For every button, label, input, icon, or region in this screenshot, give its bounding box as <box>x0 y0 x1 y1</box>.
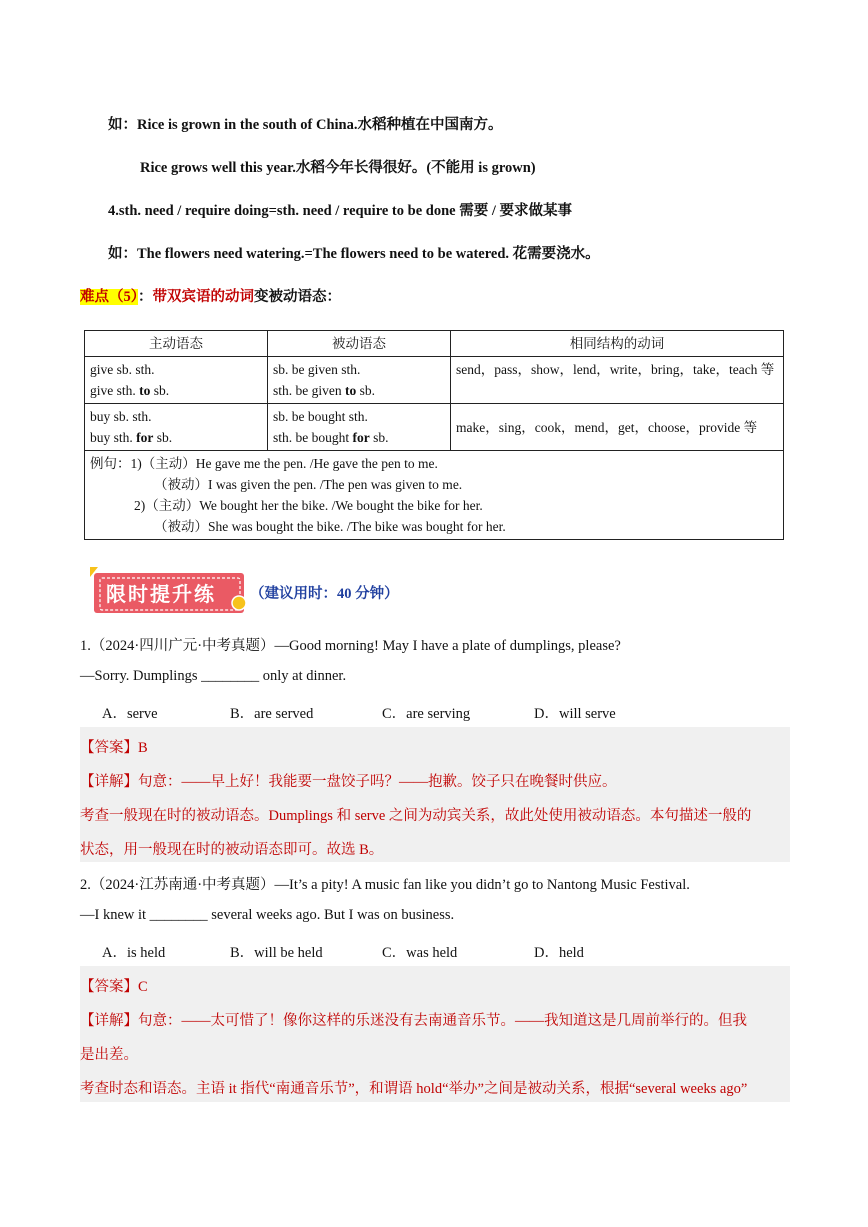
q2-option-b: B．will be held <box>230 945 323 961</box>
example-1-passive: （被动）I was given the pen. /The pen was given to me. <box>154 477 463 492</box>
example-2-active: 2)（主动）We bought her the bike. /We bought the bike for her. <box>134 498 483 513</box>
passive-form-2: sth. be bought for sb. <box>273 430 389 445</box>
active-form-2: buy sth. for sb. <box>90 430 173 445</box>
passive-form-1: sb. be bought sth. <box>273 409 368 424</box>
example-rice-grows: Rice grows well this year.水稻今年长得很好。(不能用 is grown) <box>140 160 536 176</box>
active-form-2: give sth. to sb. <box>90 383 170 398</box>
verbs-cell: make，sing，cook，mend，get，choose，provide 等 <box>451 404 784 451</box>
q2-detail-line2: 是出差。 <box>80 1047 138 1063</box>
q1-analysis-line1: 考查一般现在时的被动语态。Dumplings 和 serve 之间为动宾关系，故此处使用被动语态。本句描述一般的 <box>80 808 752 824</box>
difficulty-label: 难点（5） <box>80 289 138 305</box>
q1-option-c: C．are serving <box>382 706 471 722</box>
example-2-passive: （被动）She was bought the bike. /The bike was bought for her. <box>154 519 506 534</box>
difficulty-colon: ： <box>138 289 153 305</box>
passive-cell <box>268 404 451 451</box>
q1-option-d: D．will serve <box>534 706 616 722</box>
passive-form-1: sb. be given sth. <box>273 362 361 377</box>
active-cell <box>85 404 268 451</box>
q1-stem-line1: 1.（2024·四川广元·中考真题）—Good morning! May I have a plate of dumplings, please? <box>80 638 621 654</box>
q2-option-d: D．held <box>534 945 584 961</box>
q1-answer: 【答案】B <box>80 740 148 756</box>
active-form-1: give sb. sth. <box>90 362 155 377</box>
active-cell <box>85 357 268 404</box>
passive-cell <box>268 357 451 404</box>
q2-stem-line2: —I knew it ________ several weeks ago. But I was on business. <box>80 907 455 923</box>
header-passive: 被动语态 <box>268 331 451 357</box>
q2-option-c: C．was held <box>382 945 458 961</box>
double-object-table <box>84 330 784 540</box>
example-rice-grown: 如：Rice is grown in the south of China.水稻种植在中国南方。 <box>108 117 503 133</box>
q1-option-a: A．serve <box>102 706 158 722</box>
q2-stem-line1: 2.（2024·江苏南通·中考真题）—It’s a pity! A music fan like you didn’t go to Nantong Music Festival. <box>80 877 690 893</box>
difficulty-red-text: 带双宾语的动词 <box>152 289 254 305</box>
rule-need-doing: 4.sth. need / require doing=sth. need / require to be done 需要 / 要求做某事 <box>108 203 572 219</box>
table-row <box>85 451 784 540</box>
header-active: 主动语态 <box>85 331 268 357</box>
banner-title: 限时提升练 <box>106 582 216 606</box>
q2-option-a: A．is held <box>102 945 166 961</box>
examples-cell <box>85 451 784 540</box>
q2-answer: 【答案】C <box>80 979 148 995</box>
table-row <box>85 404 784 451</box>
q1-analysis-line2: 状态，用一般现在时的被动语态即可。故选 B。 <box>80 842 384 858</box>
q1-option-b: B．are served <box>230 706 314 722</box>
difficulty-rest: 变被动语态： <box>254 289 341 305</box>
active-form-1: buy sb. sth. <box>90 409 152 424</box>
example-flowers: 如：The flowers need watering.=The flowers need to be watered. 花需要浇水。 <box>108 246 600 262</box>
q1-stem-line2: —Sorry. Dumplings ________ only at dinner. <box>80 668 347 684</box>
passive-form-2: sth. be given to sb. <box>273 383 376 398</box>
suggested-time: （建议用时：40 分钟） <box>250 586 399 602</box>
header-verbs: 相同结构的动词 <box>451 331 784 357</box>
q1-detail: 【详解】句意：——早上好！我能要一盘饺子吗？——抱歉。饺子只在晚餐时供应。 <box>80 774 617 790</box>
example-1-active: 例句：1)（主动）He gave me the pen. /He gave the pen to me. <box>90 456 438 471</box>
table-row <box>85 357 784 404</box>
practice-banner <box>86 565 246 615</box>
q2-detail-line1: 【详解】句意：——太可惜了！像你这样的乐迷没有去南通音乐节。——我知道这是几周前举行的。但我 <box>80 1013 747 1029</box>
q2-analysis-line1: 考查时态和语态。主语 it 指代“南通音乐节”，和谓语 hold“举办”之间是被动关系，根据“several weeks ago” <box>80 1081 748 1097</box>
verbs-cell: send，pass，show，lend，write，bring，take，teach 等 <box>451 357 784 404</box>
difficulty-heading <box>80 285 341 306</box>
